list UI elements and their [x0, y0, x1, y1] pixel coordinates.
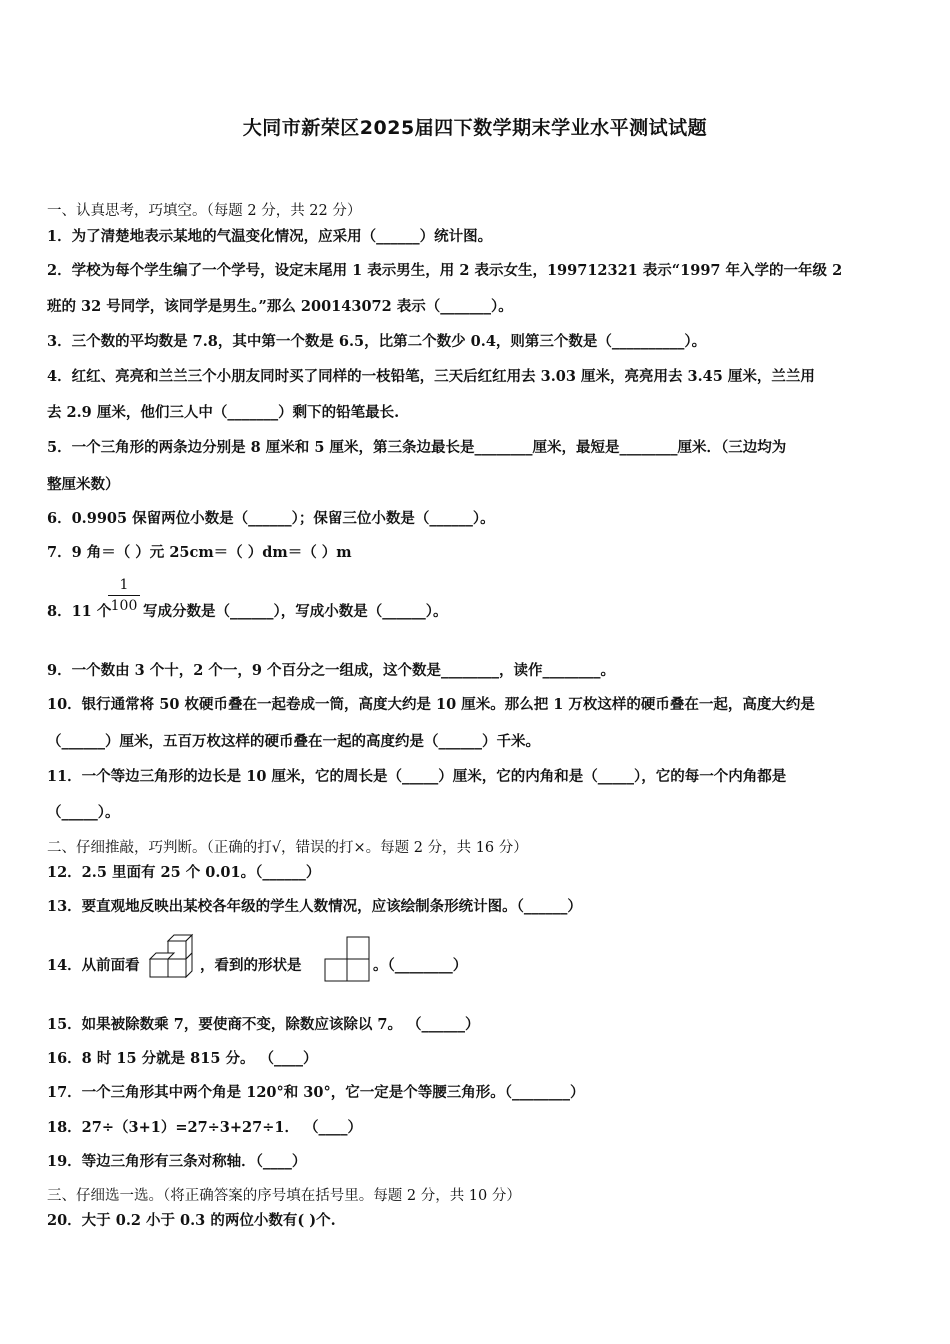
question-4-line-2: 去 2.9 厘米，他们三人中（_______）剩下的铅笔最长.: [47, 404, 400, 421]
question-18: 18．27÷（3+1）=27÷3+27÷1． （____）: [47, 1119, 363, 1136]
question-14-suffix: 。（________）: [373, 957, 468, 974]
question-15: 15．如果被除数乘 7，要使商不变，除数应该除以 7。 （______）: [47, 1016, 480, 1033]
fraction-bar: [108, 595, 140, 596]
front-view-squares-icon: [322, 935, 372, 983]
question-19: 19．等边三角形有三条对称轴．（____）: [47, 1153, 307, 1170]
question-9: 9．一个数由 3 个十，2 个一，9 个百分之一组成，这个数是________，读作________。: [47, 662, 616, 679]
question-17: 17．一个三角形其中两个角是 120°和 30°，它一定是个等腰三角形。（________）: [47, 1084, 585, 1101]
question-10-line-1: 10．银行通常将 50 枚硬币叠在一起卷成一筒，高度大约是 10 厘米。那么把 1 万枚这样的硬币叠在一起，高度大约是: [47, 696, 815, 713]
page-title: 大同市新荣区2025届四下数学期末学业水平测试试题: [242, 117, 708, 139]
question-10-line-2: （______）厘米，五百万枚这样的硬币叠在一起的高度约是（______）千米。: [47, 733, 540, 750]
question-11-line-2: （_____）。: [47, 804, 120, 821]
question-2-line-1: 2．学校为每个学生编了一个学号，设定末尾用 1 表示男生，用 2 表示女生，199712321 表示“1997 年入学的一年级 2: [47, 262, 843, 279]
question-3: 3．三个数的平均数是 7.8，其中第一个数是 6.5，比第二个数少 0.4，则第三个数是（__________）。: [47, 333, 707, 350]
fraction-numerator: 1: [119, 577, 129, 593]
question-2-line-2: 班的 32 号同学，该同学是男生。”那么 200143072 表示（_______）。: [47, 298, 513, 315]
question-20: 20．大于 0.2 小于 0.3 的两位小数有( )个.: [47, 1212, 336, 1229]
question-4-line-1: 4．红红、亮亮和兰兰三个小朋友同时买了同样的一枝铅笔，三天后红红用去 3.03 厘米，亮亮用去 3.45 厘米，兰兰用: [47, 368, 815, 385]
section-3-heading: 三、仔细选一选。（将正确答案的序号填在括号里。每题 2 分，共 10 分）: [47, 1188, 521, 1204]
question-12: 12．2.5 里面有 25 个 0.01。（______）: [47, 864, 321, 881]
section-1-heading: 一、认真思考，巧填空。（每题 2 分，共 22 分）: [47, 203, 362, 219]
question-11-line-1: 11．一个等边三角形的边长是 10 厘米，它的周长是（_____）厘米，它的内角和是（_____），它的每一个内角都是: [47, 768, 787, 785]
section-2-heading: 二、仔细推敲，巧判断。（正确的打√，错误的打×。每题 2 分，共 16 分）: [47, 840, 528, 856]
question-14-prefix: 14．从前面看: [47, 957, 140, 974]
question-13: 13．要直观地反映出某校各年级的学生人数情况，应该绘制条形统计图。（______）: [47, 898, 582, 915]
fraction-denominator: 100: [110, 598, 138, 614]
question-5-line-2: 整厘米数）: [47, 476, 120, 493]
question-1: 1．为了清楚地表示某地的气温变化情况，应采用（______）统计图。: [47, 228, 493, 245]
question-5-line-1: 5．一个三角形的两条边分别是 8 厘米和 5 厘米，第三条边最长是________厘米，最短是________厘米．（三边均为: [47, 439, 787, 456]
question-7: 7．9 角＝（ ）元 25cm＝（ ）dm＝（ ）m: [47, 544, 352, 561]
fraction-1-over-100: [108, 576, 140, 615]
question-8-prefix: 8．11 个: [47, 603, 112, 620]
question-14-middle: ，看到的形状是: [200, 957, 302, 974]
cube-stack-icon: [148, 933, 194, 981]
question-16: 16．8 时 15 分就是 815 分。 （____）: [47, 1050, 318, 1067]
question-6: 6．0.9905 保留两位小数是（______）；保留三位小数是（______）。: [47, 510, 495, 527]
question-8-suffix: 写成分数是（______），写成小数是（______）。: [143, 603, 448, 620]
